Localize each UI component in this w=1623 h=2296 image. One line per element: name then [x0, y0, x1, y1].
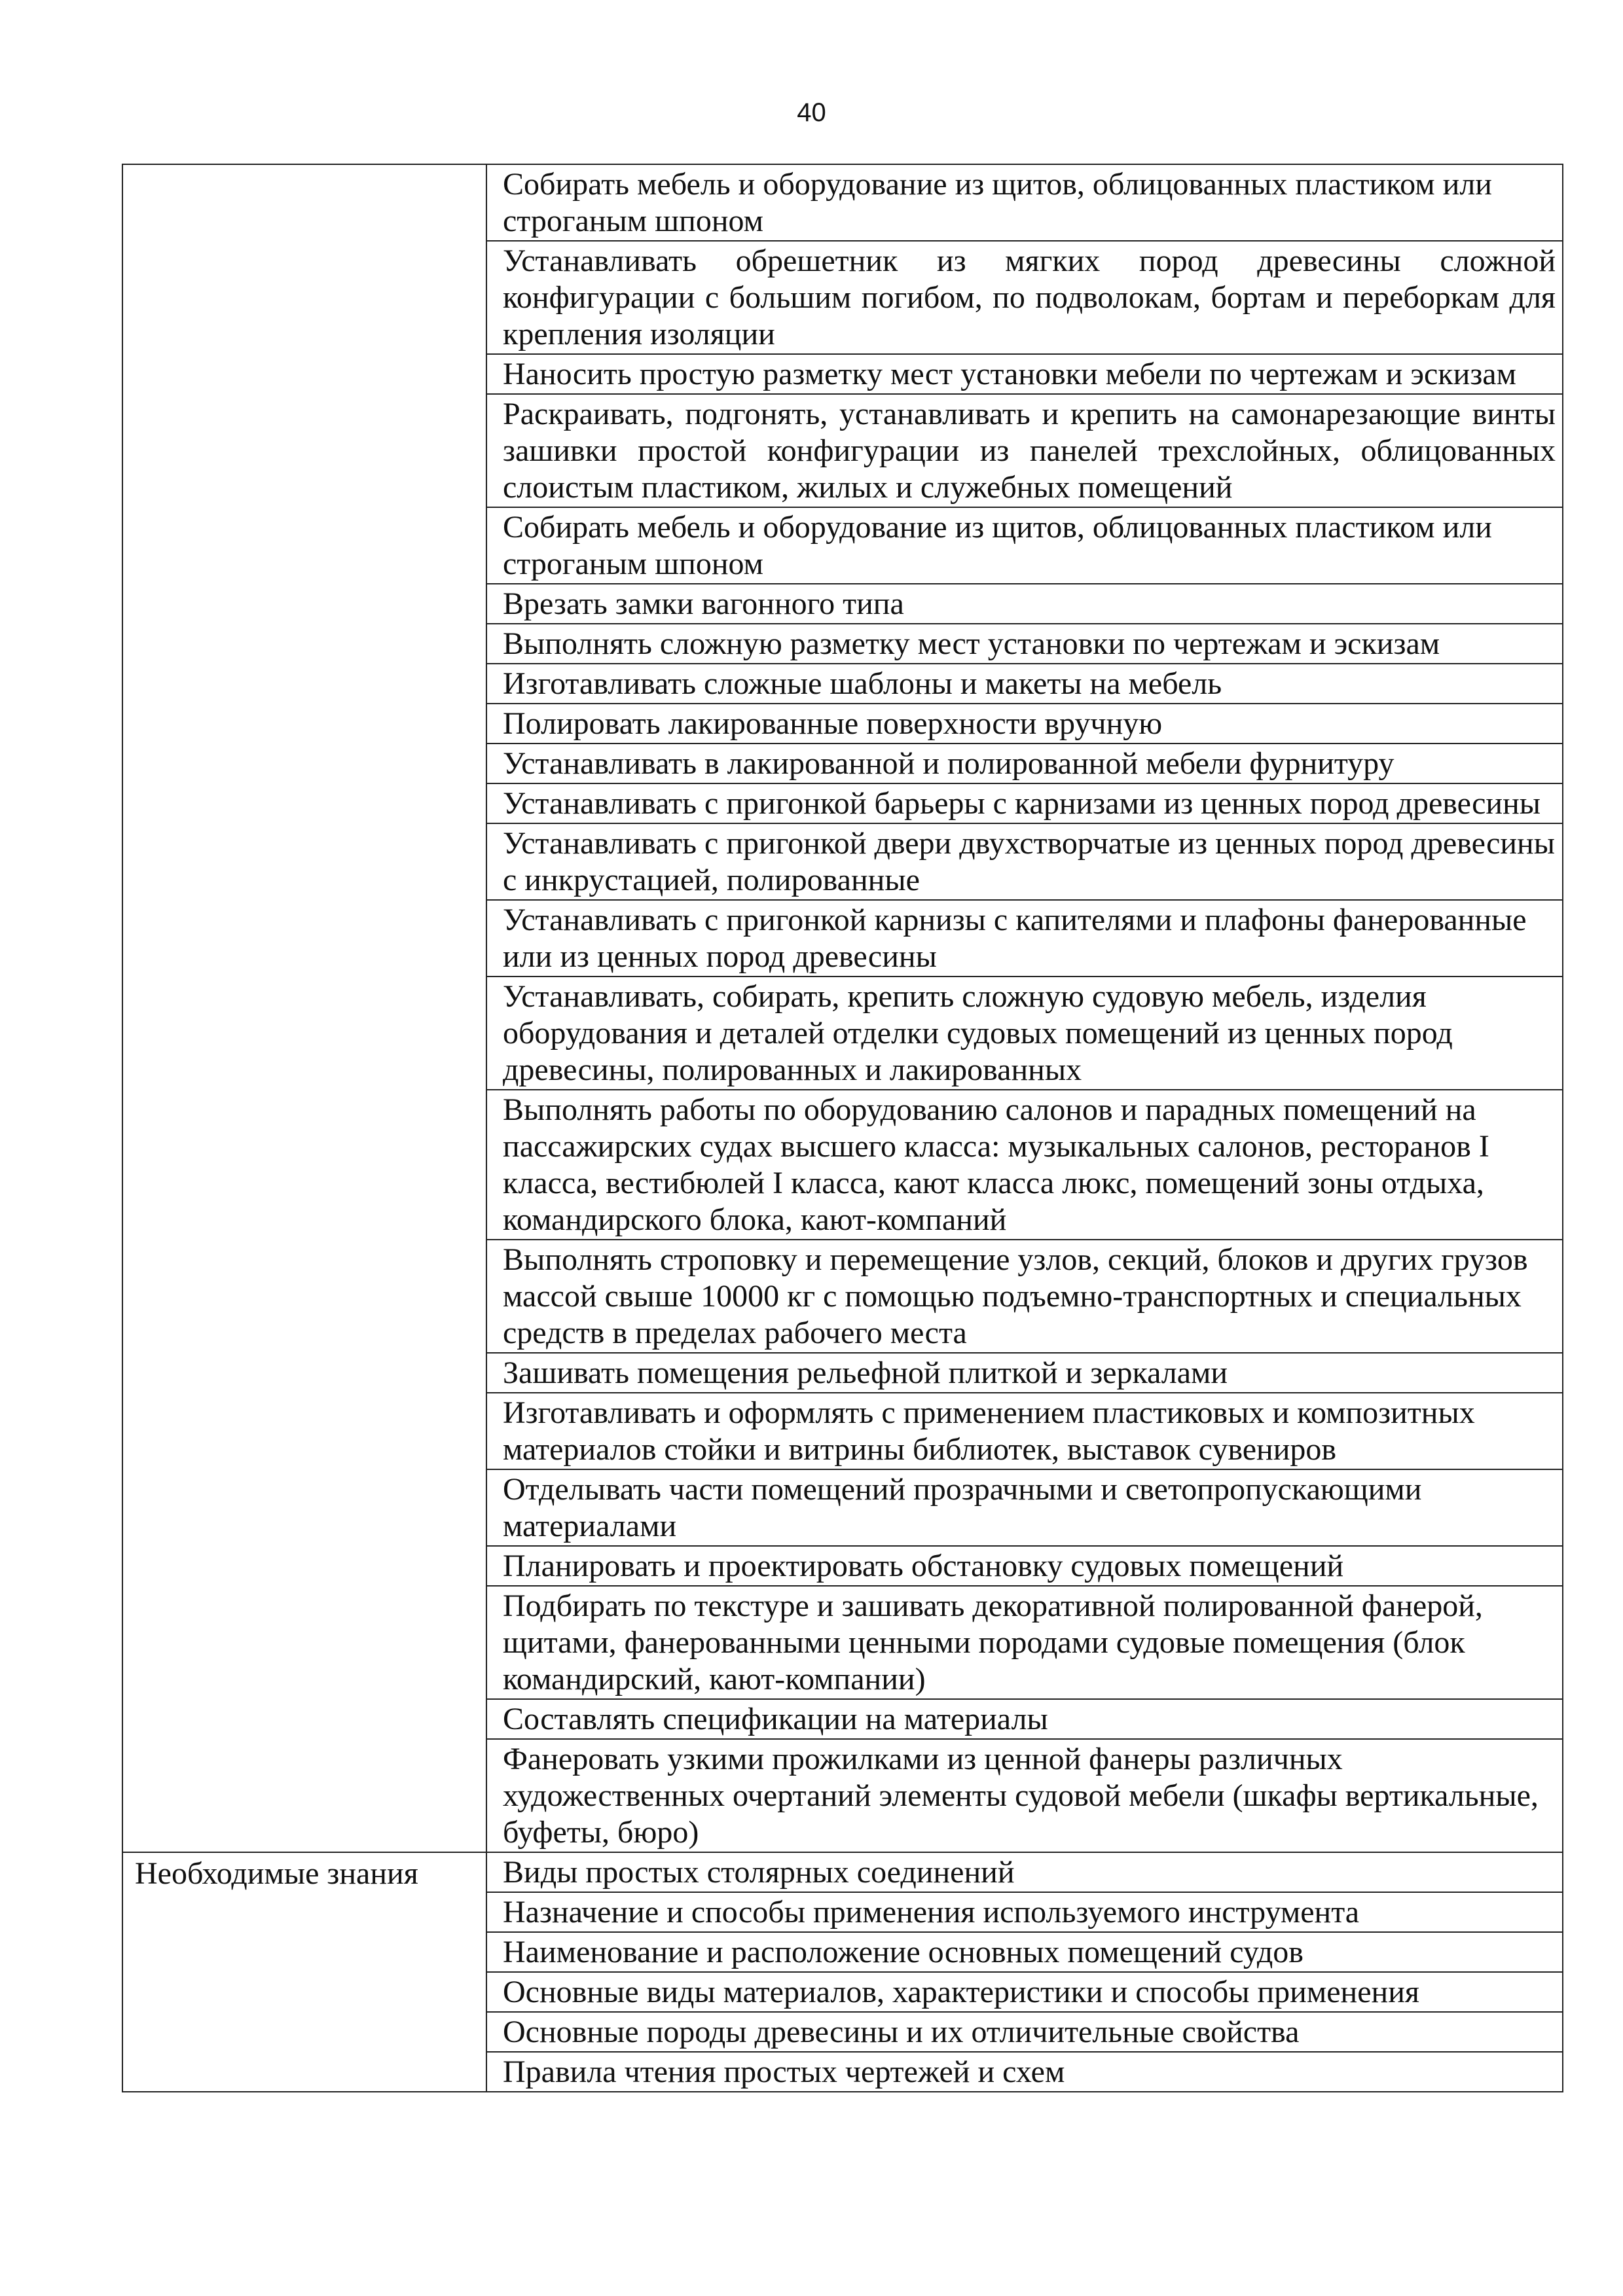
table-cell-item: Раскраивать, подгонять, устанавливать и крепить на самонарезающие винты зашивки простой конфигурации из панелей трехслойных, облицованных слоистым пластиком, жилых и служебных помещений	[486, 394, 1563, 507]
table-cell-item: Зашивать помещения рельефной плиткой и зеркалами	[486, 1353, 1563, 1393]
table-cell-item: Выполнять сложную разметку мест установки по чертежам и эскизам	[486, 624, 1563, 664]
table-cell-item: Устанавливать в лакированной и полированной мебели фурнитуру	[486, 744, 1563, 783]
table-row	[122, 1852, 1563, 1892]
page-number: 40	[797, 98, 826, 127]
table-row	[122, 164, 1563, 241]
table-cell-item: Полировать лакированные поверхности вручную	[486, 704, 1563, 744]
table-cell-item: Составлять спецификации на материалы	[486, 1699, 1563, 1739]
table-cell-item: Назначение и способы применения используемого инструмента	[486, 1892, 1563, 1932]
table-cell-item: Отделывать части помещений прозрачными и светопропускающими материалами	[486, 1469, 1563, 1546]
table-cell-item: Наименование и расположение основных помещений судов	[486, 1932, 1563, 1972]
table-cell-item: Выполнять строповку и перемещение узлов, секций, блоков и других грузов массой свыше 10000 кг с помощью подъемно-транспортных и специальных средств в пределах рабочего места	[486, 1240, 1563, 1353]
table-cell-item: Изготавливать сложные шаблоны и макеты на мебель	[486, 664, 1563, 704]
table-cell-item: Врезать замки вагонного типа	[486, 584, 1563, 624]
table-cell-item: Виды простых столярных соединений	[486, 1852, 1563, 1892]
table-cell-item: Устанавливать обрешетник из мягких пород древесины сложной конфигурации с большим погибом, по подволокам, бортам и переборкам для крепления изоляции	[486, 241, 1563, 354]
section-label-skills	[122, 164, 486, 1852]
table-cell-item: Изготавливать и оформлять с применением пластиковых и композитных материалов стойки и витрины библиотек, выставок сувениров	[486, 1393, 1563, 1469]
table-cell-item: Подбирать по текстуре и зашивать декоративной полированной фанерой, щитами, фанерованными ценными породами судовые помещения (блок командирский, кают-компании)	[486, 1586, 1563, 1699]
table-cell-item: Правила чтения простых чертежей и схем	[486, 2052, 1563, 2092]
table-cell-item: Планировать и проектировать обстановку судовых помещений	[486, 1546, 1563, 1586]
table-cell-item: Выполнять работы по оборудованию салонов и парадных помещений на пассажирских судах высшего класса: музыкальных салонов, ресторанов I класса, вестибюлей I класса, кают класса люкс, помещений зоны отдыха, командирского блока, кают-компаний	[486, 1090, 1563, 1240]
table-body	[122, 164, 1563, 2092]
table-cell-item: Устанавливать, собирать, крепить сложную судовую мебель, изделия оборудования и деталей отделки судовых помещений из ценных пород древесины, полированных и лакированных	[486, 977, 1563, 1090]
table-cell-item: Устанавливать с пригонкой карнизы с капителями и плафоны фанерованные или из ценных пород древесины	[486, 900, 1563, 977]
table-cell-item: Основные породы древесины и их отличительные свойства	[486, 2012, 1563, 2052]
table-cell-item: Устанавливать с пригонкой барьеры с карнизами из ценных пород древесины	[486, 783, 1563, 823]
table-cell-item: Основные виды материалов, характеристики и способы применения	[486, 1972, 1563, 2012]
competency-table	[122, 164, 1563, 2092]
section-label-knowledge: Необходимые знания	[122, 1852, 486, 2092]
table-cell-item: Наносить простую разметку мест установки мебели по чертежам и эскизам	[486, 354, 1563, 394]
table-cell-item: Устанавливать с пригонкой двери двухстворчатые из ценных пород древесины с инкрустацией, полированные	[486, 823, 1563, 900]
table-cell-item: Собирать мебель и оборудование из щитов, облицованных пластиком или строганым шпоном	[486, 507, 1563, 584]
table-cell-item: Фанеровать узкими прожилками из ценной фанеры различных художественных очертаний элементы судовой мебели (шкафы вертикальные, буфеты, бюро)	[486, 1739, 1563, 1852]
table-cell-item: Собирать мебель и оборудование из щитов, облицованных пластиком или строганым шпоном	[486, 164, 1563, 241]
